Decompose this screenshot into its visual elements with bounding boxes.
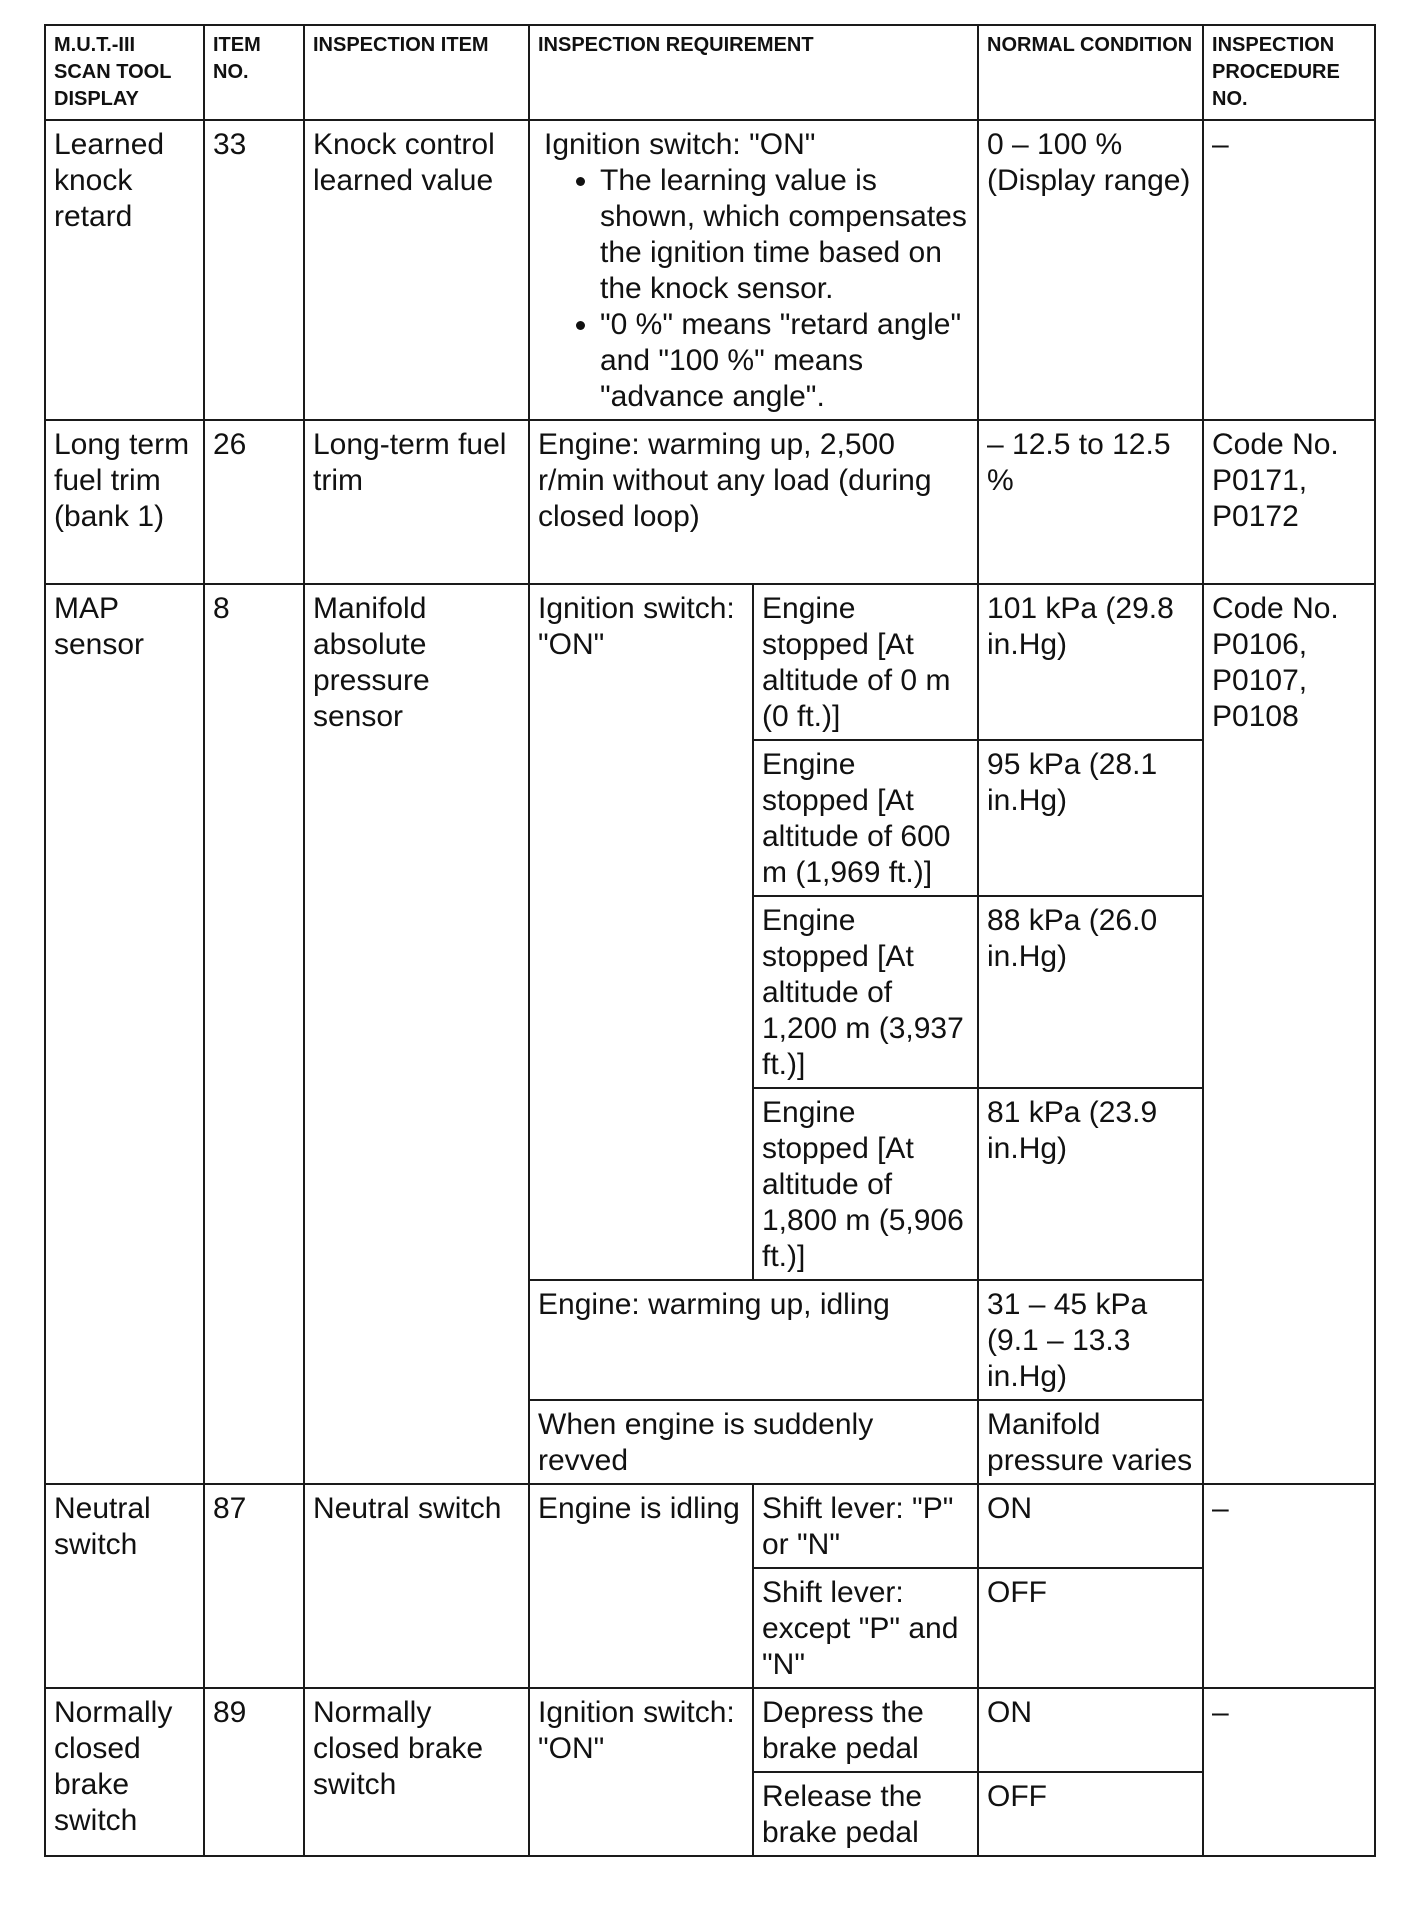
table-row bbox=[45, 1484, 1375, 1568]
sub-condition-cell: Engine stopped [At altitude of 1,800 m (5,906 ft.)] bbox=[753, 1088, 978, 1280]
sub-condition-cell: Depress the brake pedal bbox=[753, 1688, 978, 1772]
requirement-bullets bbox=[544, 163, 969, 415]
table-row bbox=[45, 420, 1375, 584]
normal-condition-cell: Manifold pressure varies bbox=[978, 1400, 1203, 1484]
item-no-cell: 8 bbox=[204, 584, 304, 1484]
normal-condition-cell: 88 kPa (26.0 in.Hg) bbox=[978, 896, 1203, 1088]
inspection-table bbox=[44, 24, 1376, 1857]
requirement-cell: Engine is idling bbox=[529, 1484, 753, 1688]
display-cell: Learned knock retard bbox=[45, 120, 204, 420]
header-item-no: ITEM NO. bbox=[204, 25, 304, 120]
procedure-cell: – bbox=[1203, 1484, 1375, 1688]
sub-condition-cell: Engine stopped [At altitude of 0 m (0 ft.)] bbox=[753, 584, 978, 740]
normal-condition-cell: 81 kPa (23.9 in.Hg) bbox=[978, 1088, 1203, 1280]
normal-condition-cell: OFF bbox=[978, 1568, 1203, 1688]
procedure-cell: – bbox=[1203, 120, 1375, 420]
table-row bbox=[45, 120, 1375, 420]
inspection-item-cell: Neutral switch bbox=[304, 1484, 529, 1688]
header-normal-condition: NORMAL CONDITION bbox=[978, 25, 1203, 120]
inspection-item-cell: Normally closed brake switch bbox=[304, 1688, 529, 1856]
inspection-item-cell: Knock control learned value bbox=[304, 120, 529, 420]
sub-condition-cell: Engine stopped [At altitude of 1,200 m (3,937 ft.)] bbox=[753, 896, 978, 1088]
inspection-item-cell: Manifold absolute pressure sensor bbox=[304, 584, 529, 1484]
requirement-cell: Ignition switch: "ON" bbox=[529, 1688, 753, 1856]
normal-condition-cell: 0 – 100 % (Display range) bbox=[978, 120, 1203, 420]
item-no-cell: 87 bbox=[204, 1484, 304, 1688]
display-cell: MAP sensor bbox=[45, 584, 204, 1484]
header-display: M.U.T.-III SCAN TOOL DISPLAY bbox=[45, 25, 204, 120]
normal-condition-cell: OFF bbox=[978, 1772, 1203, 1856]
requirement-cell: Engine: warming up, idling bbox=[529, 1280, 978, 1400]
item-no-cell: 26 bbox=[204, 420, 304, 584]
normal-condition-cell: 95 kPa (28.1 in.Hg) bbox=[978, 740, 1203, 896]
requirement-text: Ignition switch: "ON" bbox=[544, 128, 816, 161]
item-no-cell: 89 bbox=[204, 1688, 304, 1856]
header-inspection-item: INSPECTION ITEM bbox=[304, 25, 529, 120]
inspection-item-cell: Long-term fuel trim bbox=[304, 420, 529, 584]
inspection-table-sheet bbox=[44, 24, 1374, 1857]
bullet-item: • "0 %" means "retard angle" and "100 %" means "advance angle". bbox=[600, 307, 969, 415]
display-cell: Neutral switch bbox=[45, 1484, 204, 1688]
normal-condition-cell: 31 – 45 kPa (9.1 – 13.3 in.Hg) bbox=[978, 1280, 1203, 1400]
header-procedure-no: INSPECTION PROCEDURE NO. bbox=[1203, 25, 1375, 120]
procedure-cell: – bbox=[1203, 1688, 1375, 1856]
sub-condition-cell: Shift lever: "P" or "N" bbox=[753, 1484, 978, 1568]
normal-condition-cell: – 12.5 to 12.5 % bbox=[978, 420, 1203, 584]
normal-condition-cell: ON bbox=[978, 1484, 1203, 1568]
sub-condition-cell: Release the brake pedal bbox=[753, 1772, 978, 1856]
header-inspection-requirement: INSPECTION REQUIREMENT bbox=[529, 25, 978, 120]
table-row bbox=[45, 584, 1375, 740]
procedure-cell: Code No. P0171, P0172 bbox=[1203, 420, 1375, 584]
requirement-cell: Engine: warming up, 2,500 r/min without any load (during closed loop) bbox=[529, 420, 978, 584]
requirement-cell: Ignition switch: "ON" bbox=[529, 584, 753, 1280]
sub-condition-cell: Shift lever: except "P" and "N" bbox=[753, 1568, 978, 1688]
item-no-cell: 33 bbox=[204, 120, 304, 420]
sub-condition-cell: Engine stopped [At altitude of 600 m (1,969 ft.)] bbox=[753, 740, 978, 896]
requirement-cell: When engine is suddenly revved bbox=[529, 1400, 978, 1484]
requirement-cell bbox=[529, 120, 978, 420]
normal-condition-cell: ON bbox=[978, 1688, 1203, 1772]
table-row bbox=[45, 1688, 1375, 1772]
normal-condition-cell: 101 kPa (29.8 in.Hg) bbox=[978, 584, 1203, 740]
procedure-cell: Code No. P0106, P0107, P0108 bbox=[1203, 584, 1375, 1484]
display-cell: Long term fuel trim (bank 1) bbox=[45, 420, 204, 584]
display-cell: Normally closed brake switch bbox=[45, 1688, 204, 1856]
bullet-item: • The learning value is shown, which compensates the ignition time based on the knock sensor. bbox=[600, 163, 969, 307]
header-row bbox=[45, 25, 1375, 120]
